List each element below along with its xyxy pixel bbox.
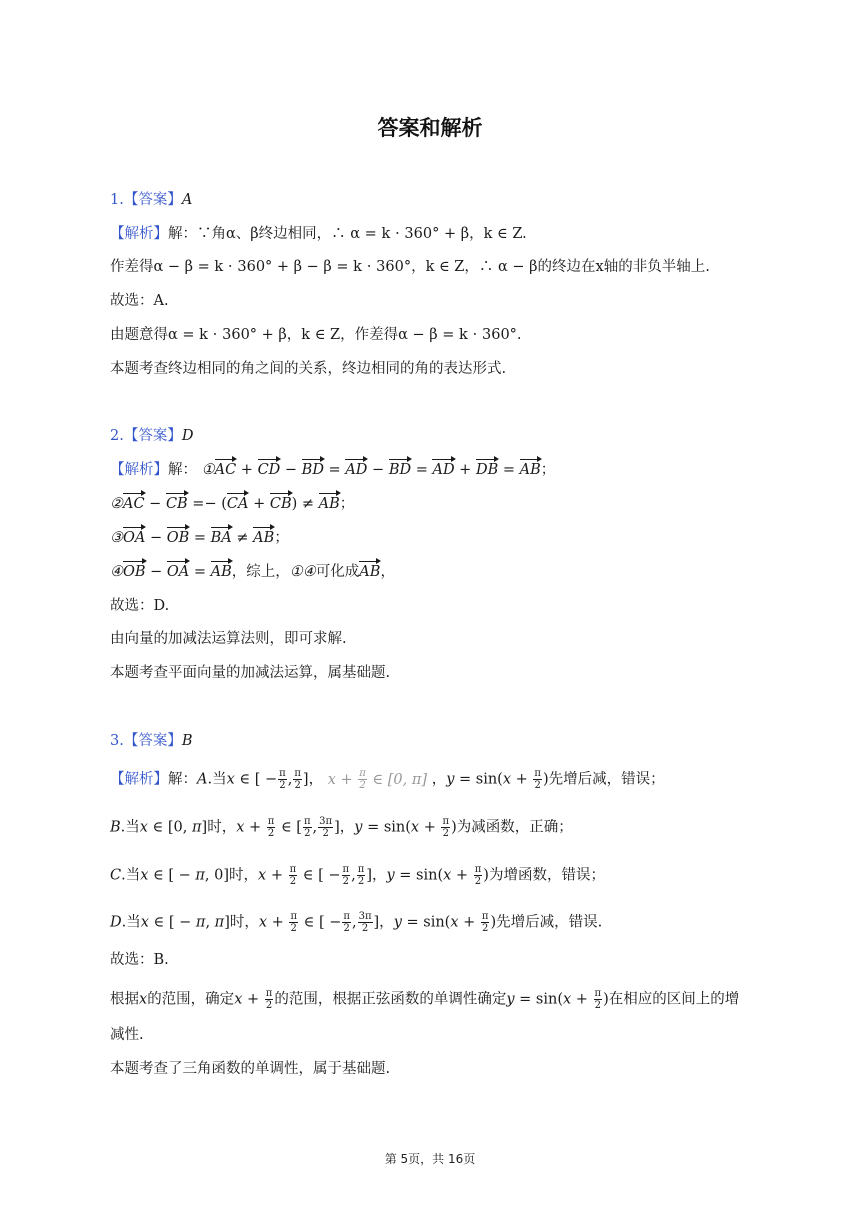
q1-answer-value: A: [181, 192, 193, 208]
q2-analysis-pre: 解：: [168, 462, 197, 478]
q3-method-line-1: 根据x的范围，确定x + $\frac{\pi}{2}$ 的范围，根据正弦函数的单调性确定y = sin(x + $\frac{\pi}{2}$ )在相应的区间上的增: [110, 988, 740, 1011]
q3-analysis-line-B: B.当x ∈ [0, π]时，x + $\frac{\pi}{2}$ ∈ [ $\frac{\pi}{2}$ , $\frac{3\pi}{2}$ ]，y = sin(x + $\frac{\pi}{2}$ )为减函数，正确；: [110, 816, 573, 839]
page-footer: 第 5页，共 16页: [384, 1152, 476, 1166]
q3-analysis-tag: 【解析】: [110, 771, 168, 788]
q3-comment: 本题考查了三角函数的单调性，属于基础题.: [110, 1061, 391, 1077]
q1-analysis-line-2: 作差得α − β = k ⋅ 360° + β − β = k ⋅ 360°，k ∈ Z，∴ α − β的终边在x轴的非负半轴上.: [110, 259, 710, 275]
q3-answer-line: [110, 731, 193, 751]
q1-answer-head: 1.【答案】: [110, 192, 182, 208]
q2-analysis-line-1: 【解析】解： ①AC + CD − BD = AD − BD = AD + DB = AB；: [110, 462, 556, 478]
q1-comment: 本题考查终边相同的角之间的关系，终边相同的角的表达形式.: [110, 361, 507, 377]
q3-method-line-2: 减性.: [110, 1027, 144, 1043]
q2-answer-line: [110, 426, 193, 446]
q1-analysis-line-4: 由题意得α = k ⋅ 360° + β，k ∈ Z，作差得α − β = k ⋅ 360°.: [110, 327, 522, 343]
q2-analysis-line-3: ③OA − OB = BA ≠ AB；: [110, 530, 289, 546]
q2-method: 由向量的加减法运算法则，即可求解.: [110, 631, 347, 647]
q2-analysis-tag: 【解析】: [110, 462, 168, 478]
q2-comment: 本题考查平面向量的加减法运算，属基础题.: [110, 665, 391, 681]
q3-analysis-line-A: 【解析】解：A.当x ∈ [ − $\frac{\pi}{2}$ , $\frac{\pi}{2}$ ]， x + $\frac{\pi}{2}$ ∈ [0, π] ，y = sin(x + $\frac{\pi}{2}$ )先增后减，错误；: [110, 768, 665, 791]
q1-conclusion: 故选：A.: [110, 293, 169, 309]
q1-answer-line: [110, 190, 192, 210]
q3-answer-value: B: [181, 733, 193, 749]
q2-answer-head: 2.【答案】: [110, 428, 182, 444]
q3-analysis-line-C: C.当x ∈ [ − π, 0]时，x + $\frac{\pi}{2}$ ∈ [ − $\frac{\pi}{2}$ , $\frac{\pi}{2}$ ]，y = sin(x + $\frac{\pi}{2}$ )为增函数，错误；: [110, 864, 605, 887]
q1-analysis-line-1: [110, 224, 527, 244]
q2-conclusion: 故选：D.: [110, 598, 170, 614]
q2-answer-value: D: [181, 428, 194, 444]
q3-answer-head: 3.【答案】: [110, 733, 182, 749]
q1-analysis-tag: 【解析】: [110, 226, 168, 242]
page-title: 答案和解析: [377, 116, 483, 140]
q3-analysis-line-D: D.当x ∈ [ − π, π]时，x + $\frac{\pi}{2}$ ∈ [ − $\frac{\pi}{2}$ , $\frac{3\pi}{2}$ ]，y = sin(x + $\frac{\pi}{2}$ )先增后减，错误.: [110, 911, 603, 934]
q1-analysis-text-1: 解：∵角α、β终边相同，∴ α = k ⋅ 360° + β，k ∈ Z.: [168, 226, 527, 242]
q3-conclusion: 故选：B.: [110, 952, 169, 968]
q2-analysis-line-2: ②AC − CB =− (CA + CB) ≠ AB；: [110, 496, 355, 512]
q2-analysis-line-4: ④OB − OA = AB，综上，①④可化成AB，: [110, 564, 395, 580]
